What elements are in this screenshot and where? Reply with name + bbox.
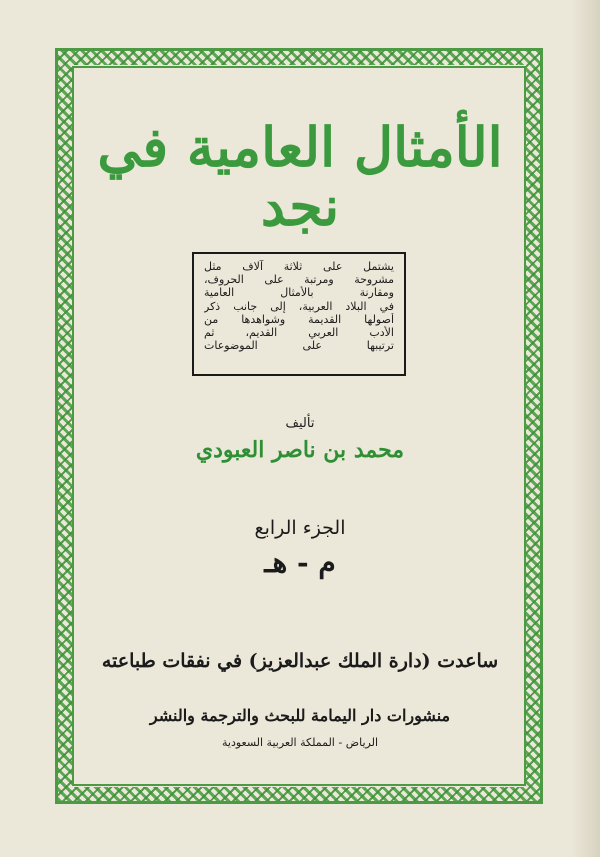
publisher-location: الرياض - المملكة العربية السعودية [221,736,378,749]
author-name: محمد بن ناصر العبودي [195,437,405,463]
author-label: تأليف [285,416,315,431]
description-line: الأدب العربي القديم، ثم [204,326,394,340]
description-line: ترتيبها على الموضوعات [204,339,394,353]
support-note: ساعدت (دارة الملك عبدالعزيز) في نفقات طباعته [101,650,499,672]
volume-label: الجزء الرابع [254,517,346,539]
page-edge-shadow [572,0,600,857]
description-line: يشتمل على ثلاثة آلاف مثل [204,260,394,273]
publisher-name: منشورات دار اليمامة للبحث والترجمة والنشر [149,706,451,725]
book-title: الأمثال العامية في نجد [97,115,503,239]
description-line: ومقارنة بالأمثال العامية [204,286,394,300]
description-box [192,252,406,376]
description-line: في البلاد العربية، إلى جانب ذكر [204,299,394,313]
description-line: أصولها القديمة وشواهدها من [204,312,394,326]
letter-range: م - هـ [264,546,336,579]
description-line: مشروحة ومرتبة على الحروف، [204,273,394,287]
